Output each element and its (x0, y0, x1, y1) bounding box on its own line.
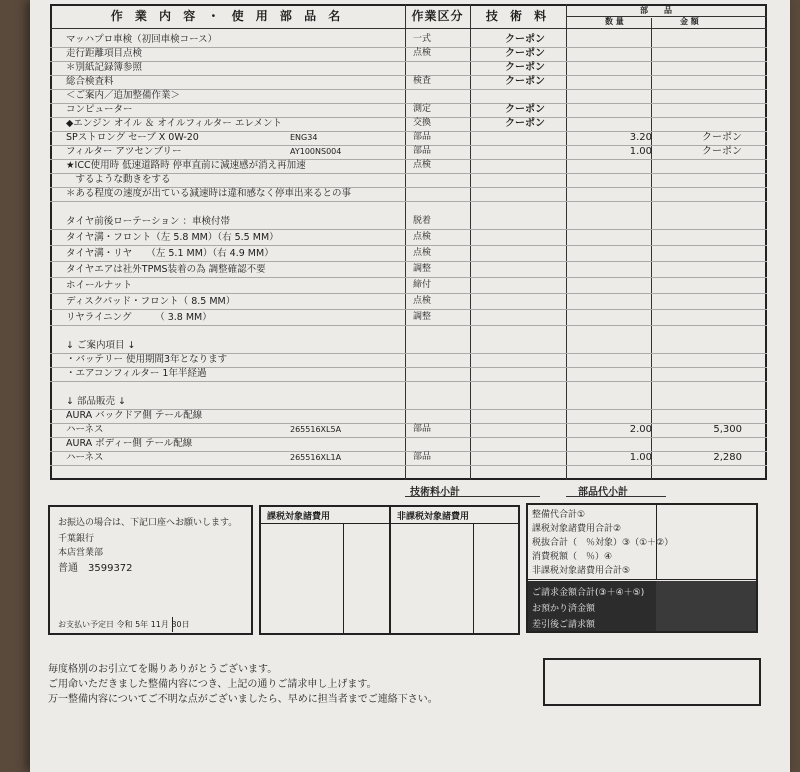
totals-divider (528, 579, 756, 580)
row-rule (50, 277, 767, 278)
line-item-labor: クーポン (505, 76, 545, 87)
row-rule (50, 261, 767, 262)
line-item-amount: 2,280 (713, 452, 742, 463)
footer-thanks: 毎度格別のお引立てを賜りありがとうございます。 (48, 664, 278, 675)
line-item-description: ・バッテリー 使用期間3年となります (66, 354, 228, 365)
total-4: 消費税額（ ％）④ (532, 552, 613, 562)
line-item-qty: 1.00 (629, 452, 652, 463)
line-item-labor: クーポン (505, 104, 545, 115)
row-rule (50, 75, 767, 76)
tax-subdivider (473, 523, 474, 633)
total-5: 非課税対象諸費用合計⑤ (532, 566, 631, 576)
line-item-work-type: 部品 (413, 424, 432, 434)
line-item-description: ＊ある程度の速度が出ている減速時は違和感なく停車出来るとの事 (66, 188, 352, 199)
line-item-work-type: 締付 (413, 280, 432, 290)
due-divider (172, 617, 173, 632)
line-item-description: AURA ボディー側 テール配線 (66, 438, 193, 449)
line-item-labor: クーポン (505, 48, 545, 59)
line-item-description: ◆エンジン オイル ＆ オイルフィルター エレメント (66, 118, 283, 129)
line-item-work-type: 脱着 (413, 216, 432, 226)
row-rule (50, 47, 767, 48)
tax-subdivider (343, 523, 344, 633)
totals-box (526, 503, 758, 633)
line-item-description: フィルター アツセンブリー (66, 146, 182, 157)
footer-contact: 万一整備内容についてご不明な点がございましたら、早めに担当者までご連絡下さい。 (48, 694, 438, 705)
line-item-qty: 2.00 (629, 424, 652, 435)
line-item-amount: クーポン (702, 132, 742, 143)
line-item-work-type: 点検 (413, 48, 432, 58)
line-item-description: ・エアコンフィルター 1年半経過 (66, 368, 207, 379)
line-item-qty: 1.00 (629, 146, 652, 157)
row-rule (50, 293, 767, 294)
grand-total-values (656, 581, 756, 631)
row-rule (50, 103, 767, 104)
line-item-description: タイヤエアは社外TPMS装着の為 調整確認不要 (66, 264, 266, 275)
line-item-description: 走行距離項目点検 (66, 48, 143, 59)
line-item-description: ↓ ご案内項目 ↓ (66, 340, 136, 351)
line-item-description: AURA バックドア側 テール配線 (66, 410, 203, 421)
line-item-description: タイヤ前後ローテーション ：車検付帯 (66, 216, 230, 227)
line-item-description: ＜ご案内／追加整備作業＞ (66, 90, 181, 101)
header-amount: 金 額 (680, 17, 699, 26)
row-rule (50, 325, 767, 326)
parts-subtotal-line (566, 496, 666, 497)
header-parts: 部 品 (640, 6, 672, 15)
row-rule (50, 381, 767, 382)
line-item-description: ハーネス (66, 424, 104, 435)
total-2: 課税対象諸費用合計② (532, 524, 622, 534)
line-item-description: ＊別紙記録簿参照 (66, 62, 143, 73)
line-item-description: ★ICC使用時 低速道路時 停車直前に減速感が消え再加速 (66, 160, 306, 171)
labor-subtotal-line (405, 496, 540, 497)
deposit-label: お預かり済金額 (532, 604, 596, 614)
grand-total-label: ご請求金額合計(③＋④＋⑤) (532, 588, 645, 598)
payment-due: お支払い予定日 令和 5年 11月 30日 (58, 620, 190, 629)
line-item-description: ホイールナット (66, 280, 133, 291)
footer-request: ご用命いただきました整備内容につき、上記の通りご請求申し上げます。 (48, 679, 377, 690)
line-item-work-type: 点検 (413, 248, 432, 258)
balance-label: 差引後ご請求額 (532, 620, 596, 630)
line-item-work-type: 部品 (413, 146, 432, 156)
header-description: 作 業 内 容 ・ 使 用 部 品 名 (110, 9, 345, 23)
line-item-qty: 3.20 (629, 132, 652, 143)
taxable-fees-label: 課税対象諸費用 (267, 512, 331, 522)
line-item-amount: 5,300 (713, 424, 742, 435)
line-item-work-type: 一式 (413, 34, 432, 44)
line-item-part-code: ENG34 (290, 133, 318, 142)
line-item-description: 総合検査料 (66, 76, 114, 87)
nontaxable-fees-label: 非課税対象諸費用 (397, 512, 470, 522)
line-item-work-type: 点検 (413, 232, 432, 242)
total-3: 税抜合計（ ％対象）③（①＋②） (532, 538, 674, 548)
line-item-work-type: 調整 (413, 264, 432, 274)
tax-divider (389, 507, 391, 633)
bank-name: 千葉銀行 (58, 534, 95, 544)
line-item-work-type: 検査 (413, 76, 432, 86)
line-item-description: ハーネス (66, 452, 104, 463)
bank-account: 普通 3599372 (58, 563, 133, 574)
totals-col-line (656, 505, 657, 579)
line-item-description: マッハプロ車検（初回車検コース） (66, 34, 218, 45)
line-item-work-type: 点検 (413, 296, 432, 306)
line-item-labor: クーポン (505, 34, 545, 45)
stamp-box (543, 658, 761, 706)
parts-subtotal-label: 部品代小計 (578, 487, 628, 498)
header-qty: 数 量 (605, 17, 624, 26)
grand-total-panel (528, 581, 656, 631)
row-rule (50, 61, 767, 62)
bank-branch: 本店営業部 (58, 548, 104, 558)
row-rule (50, 245, 767, 246)
line-item-description: ↓ 部品販売 ↓ (66, 396, 126, 407)
total-1: 整備代合計① (532, 510, 586, 520)
line-item-description: タイヤ溝・フロント（左 5.8 MM）（右 5.5 MM） (66, 232, 279, 243)
line-item-description: ディスクパッド・フロント（ 8.5 MM） (66, 296, 236, 307)
line-item-description: リヤライニング （ 3.8 MM） (66, 312, 212, 323)
line-item-description: コンピューター (66, 104, 133, 115)
tax-fees-box (259, 505, 520, 635)
line-item-work-type: 調整 (413, 312, 432, 322)
row-rule (50, 201, 767, 202)
line-item-description: SPストロング セーブ X 0W-20 (66, 132, 199, 143)
line-item-work-type: 測定 (413, 104, 432, 114)
line-item-description: タイヤ溝・リヤ （左 5.1 MM）（右 4.9 MM） (66, 248, 274, 259)
header-work-type: 作業区分 (411, 9, 464, 23)
line-item-labor: クーポン (505, 118, 545, 129)
line-item-work-type: 部品 (413, 132, 432, 142)
line-item-description: するような動きをする (66, 174, 171, 185)
bank-intro: お振込の場合は、下記口座へお願いします。 (58, 518, 238, 528)
line-item-work-type: 交換 (413, 118, 432, 128)
row-rule (50, 465, 767, 466)
row-rule (50, 309, 767, 310)
line-item-work-type: 部品 (413, 452, 432, 462)
row-rule (50, 229, 767, 230)
line-item-part-code: 265516XL1A (290, 453, 342, 462)
labor-subtotal-label: 技術料小計 (410, 487, 460, 498)
line-item-amount: クーポン (702, 146, 742, 157)
line-item-labor: クーポン (505, 62, 545, 73)
line-item-work-type: 点検 (413, 160, 432, 170)
line-item-part-code: 265516XL5A (290, 425, 342, 434)
line-item-part-code: AY100NS004 (290, 147, 342, 156)
header-labor: 技 術 料 (485, 9, 551, 23)
bank-info-box (48, 505, 253, 635)
